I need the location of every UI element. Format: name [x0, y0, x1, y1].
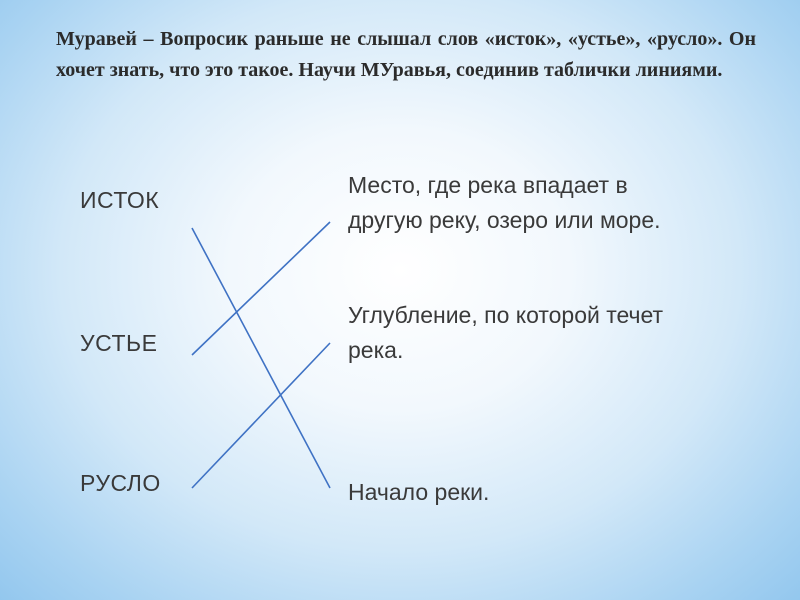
definition-mouth-line2: другую реку, озеро или море.	[348, 207, 661, 233]
term-ustye[interactable]: УСТЬЕ	[80, 330, 158, 356]
connector-ustye-mouth	[192, 222, 330, 355]
term-istok[interactable]: ИСТОК	[80, 187, 160, 213]
task-instructions: Муравей – Вопросик раньше не слышал слов «исток», «устье», «русло». Он хочет знать, что это такое. Научи МУравья, соединив таблички линиями.	[56, 28, 756, 81]
connector-ruslo-channel	[192, 343, 330, 488]
definition-source-line1: Начало реки.	[348, 479, 490, 505]
definition-channel-line1: Углубление, по которой течет	[348, 302, 664, 328]
connector-istok-source	[192, 228, 330, 488]
definition-channel-line2: река.	[348, 337, 404, 363]
definition-mouth-line1: Место, где река впадает в	[348, 172, 628, 198]
term-ruslo[interactable]: РУСЛО	[80, 470, 161, 496]
